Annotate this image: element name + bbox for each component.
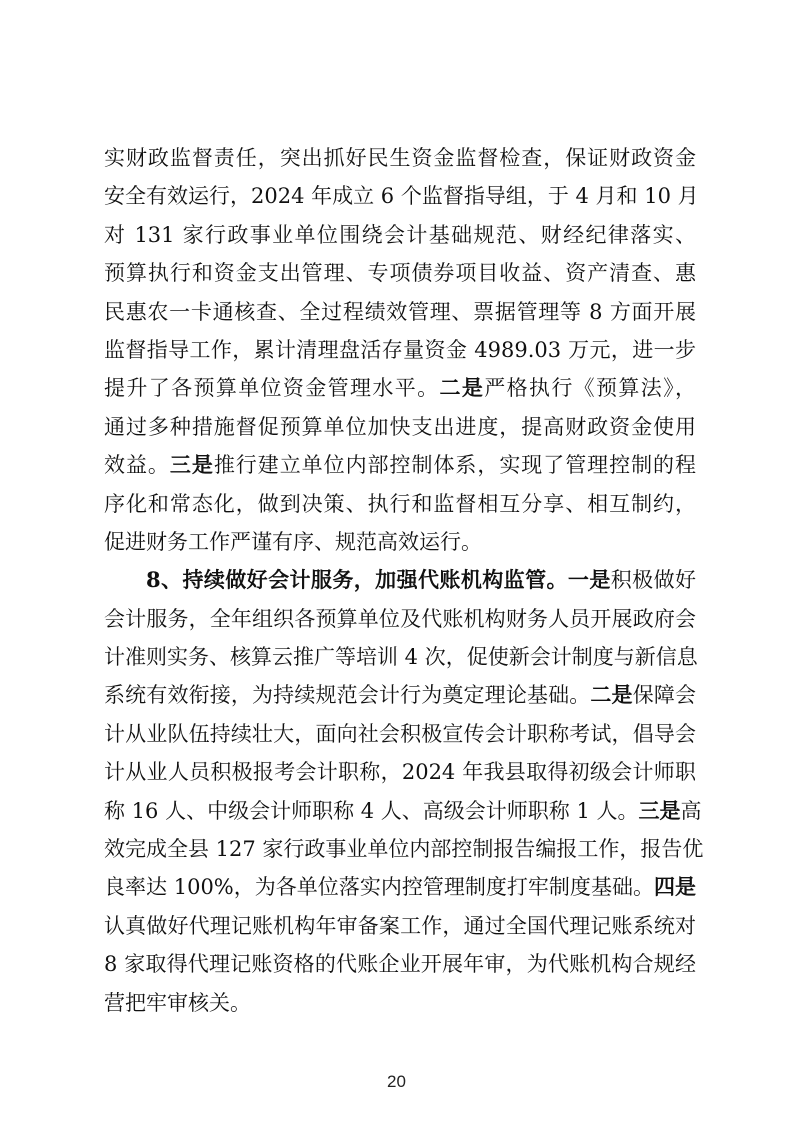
text-run: 促进财务工作严谨有序、规范高效运行。 (104, 529, 482, 554)
text-run: 通过多种措施督促预算单位加快支出进度，提高财政资金使用 (104, 414, 696, 439)
text-run: 预算执行和资金支出管理、专项债券项目收益、资产清查、惠 (104, 261, 696, 286)
emphasis-marker: 一是 (567, 567, 611, 593)
emphasis-marker: 二是 (439, 375, 485, 401)
page-number: 20 (387, 1072, 406, 1091)
text-line (104, 984, 696, 1022)
text-line (104, 907, 696, 945)
emphasis-marker: 三是 (638, 797, 681, 823)
text-line (104, 600, 696, 638)
emphasis-marker: 二是 (590, 682, 633, 708)
text-run: 计从业人员积极报考会计职称，2024 年我县取得初级会计师职 (104, 760, 696, 785)
text-line (104, 254, 696, 292)
text-run: 计准则实务、核算云推广等培训 4 次，促使新会计制度与新信息 (104, 645, 698, 670)
text-line (104, 177, 699, 215)
text-line (104, 792, 702, 830)
text-run: 严格执行《预算法》， (484, 376, 697, 401)
emphasis-marker: 三是 (169, 452, 214, 478)
text-run: 系统有效衔接，为持续规范会计行为奠定理论基础。 (104, 683, 591, 708)
text-line (104, 216, 696, 254)
text-run: 民惠农一卡通核查、全过程绩效管理、票据管理等 8 方面开展 (104, 299, 696, 324)
text-run: 推行建立单位内部控制体系，实现了管理控制的程 (213, 453, 697, 478)
text-line (104, 523, 696, 561)
text-line (104, 715, 696, 753)
text-run: 会计服务，全年组织各预算单位及代账机构财务人员开展政府会 (104, 606, 696, 631)
text-line (104, 485, 696, 523)
text-run: 提升了各预算单位资金管理水平。 (104, 376, 440, 401)
text-line (104, 868, 696, 906)
text-line (104, 676, 696, 714)
paragraph-financial-supervision (104, 139, 699, 561)
text-run: 监督指导工作，累计清理盘活存量资金 4989.03 万元，进一步 (104, 337, 696, 362)
body-text (104, 139, 704, 1022)
text-run: 安全有效运行，2024 年成立 6 个监督指导组，于 4 月和 10 月 (104, 184, 699, 209)
text-run: 对 131 家行政事业单位围绕会计基础规范、财经纪律落实、 (104, 222, 696, 247)
text-run: 良率达 100%，为各单位落实内控管理制度打牢制度基础。 (104, 875, 654, 900)
text-line (104, 753, 696, 791)
text-run: 序化和常态化，做到决策、执行和监督相互分享、相互制约， (104, 491, 696, 516)
text-run: 效完成全县 127 家行政事业单位内部控制报告编报工作，报告优 (104, 837, 704, 862)
text-run: 8 家取得代理记账资格的代账企业开展年审，为代账机构合规经 (104, 952, 696, 977)
text-line (104, 561, 696, 599)
text-line (104, 331, 696, 369)
text-run: 营把牢审核关。 (104, 990, 251, 1015)
emphasis-marker: 四是 (653, 874, 696, 900)
text-run: 积极做好 (610, 568, 697, 593)
paragraph-accounting-services (104, 561, 704, 1022)
text-line (104, 369, 696, 407)
text-run: 实财政监督责任，突出抓好民生资金监督检查，保证财政资金 (104, 146, 696, 170)
text-run: 计从业队伍持续壮大，面向社会积极宣传会计职称考试，倡导会 (104, 721, 696, 746)
text-line (104, 830, 704, 868)
text-run: 称 16 人、中级会计师职称 4 人、高级会计师职称 1 人。 (104, 798, 639, 823)
text-line (104, 945, 696, 983)
text-run: 认真做好代理记账机构年审备案工作，通过全国代理记账系统对 (104, 913, 696, 938)
text-run: 保障会 (632, 683, 696, 708)
text-run: 效益。 (104, 453, 170, 478)
text-run: 高 (680, 798, 702, 823)
text-line (104, 408, 696, 446)
text-line (104, 638, 696, 676)
text-line (104, 139, 696, 177)
text-line (104, 293, 696, 331)
text-line (104, 446, 696, 484)
section-heading: 8、持续做好会计服务，加强代账机构监管。 (146, 567, 568, 593)
